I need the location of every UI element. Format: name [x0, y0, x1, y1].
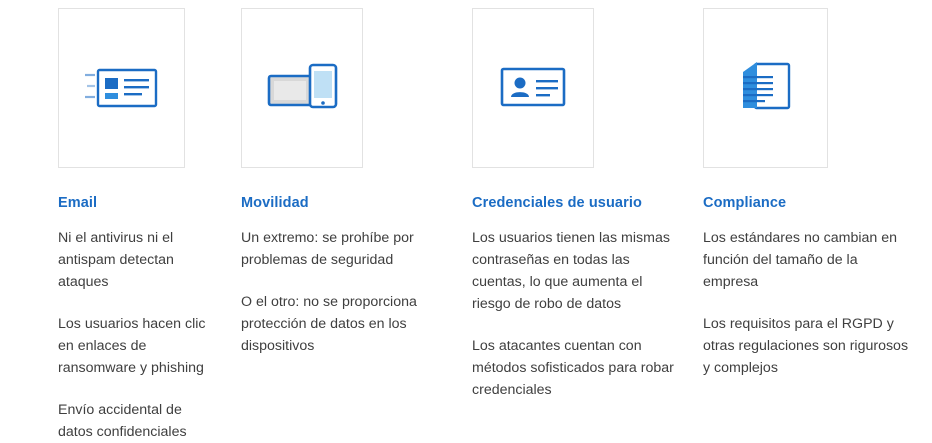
documents-compliance-icon: [735, 58, 797, 119]
body-paragraph: Los estándares no cambian en función del tamaño de la empresa: [703, 230, 898, 290]
column-email: [0, 8, 233, 443]
icon-frame-movilidad: [241, 8, 363, 168]
email-card-icon: [85, 61, 159, 116]
column-heading: Credenciales de usuario: [472, 195, 642, 211]
body-paragraph: Ni el antivirus ni el antispam detectan ataques: [58, 230, 174, 290]
column-compliance: [699, 8, 932, 443]
body-paragraph: Los requisitos para el RGPD y otras regulaciones son rigurosos y complejos: [703, 316, 909, 376]
icon-frame-compliance: [703, 8, 828, 168]
column-heading: Compliance: [703, 195, 787, 211]
column-heading: Movilidad: [241, 195, 309, 211]
column-heading: Email: [58, 195, 98, 211]
body-paragraph: O el otro: no se proporciona protección de datos en los dispositivos: [241, 294, 417, 354]
column-body: [703, 227, 914, 379]
column-credenciales: [466, 8, 699, 443]
column-movilidad: [233, 8, 466, 443]
body-paragraph: Un extremo: se prohíbe por problemas de seguridad: [241, 230, 414, 268]
body-paragraph: Los usuarios hacen clic en enlaces de ransomware y phishing: [58, 316, 206, 376]
body-paragraph: Los usuarios tienen las mismas contraseñas en todas las cuentas, lo que aumenta el riesgo de robo de datos: [472, 230, 670, 312]
column-body: [241, 227, 448, 357]
icon-frame-email: [58, 8, 185, 168]
user-credentials-icon: [498, 61, 568, 116]
mobile-devices-icon: [263, 60, 341, 117]
body-paragraph: Envío accidental de datos confidenciales: [58, 402, 187, 440]
column-body: [472, 227, 681, 401]
icon-frame-credenciales: [472, 8, 594, 168]
body-paragraph: Los atacantes cuentan con métodos sofisticados para robar credenciales: [472, 338, 674, 398]
column-body: [58, 227, 215, 443]
